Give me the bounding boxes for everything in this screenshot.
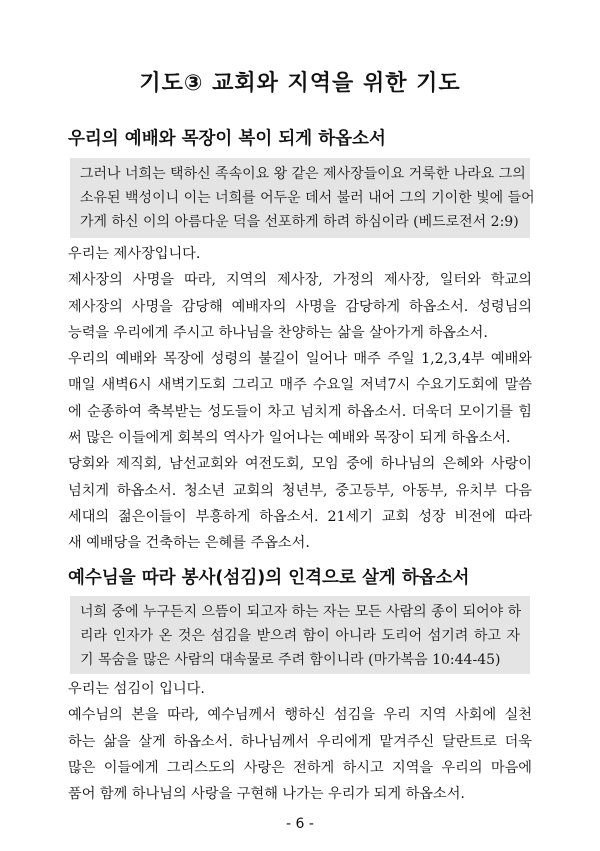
section1-scripture-quote xyxy=(70,158,535,238)
page-number: - 6 - xyxy=(286,816,314,832)
section2-body xyxy=(68,676,532,807)
section1-body xyxy=(68,241,532,557)
body-line: 우리는 제사장입니다. xyxy=(68,246,201,262)
quote-line: 기 목숨을 많은 사람의 대속물로 주려 함이니라 (마가복음 10:44-45) xyxy=(80,652,501,668)
quote-line: 그러나 너희는 택하신 족속이요 왕 같은 제사장들이요 거룩한 나라요 그의 xyxy=(80,166,526,182)
quote-line: 가게 하신 이의 아름다운 덕을 선포하게 하려 하심이라 (베드로전서 2:9) xyxy=(80,214,519,230)
body-line: 예수님의 본을 따라, 예수님께서 행하신 섬김을 우리 지역 사회에 실천 xyxy=(68,707,532,724)
body-line: 우리의 예배와 목장에 성령의 불길이 일어나 매주 주일 1,2,3,4부 예배와 xyxy=(68,351,532,368)
body-line: 제사장의 사명을 따라, 지역의 제사장, 가정의 제사장, 일터와 학교의 xyxy=(68,272,532,289)
body-line: 품어 함께 하나님의 사랑을 구현해 나가는 우리가 되게 하옵소서. xyxy=(68,786,465,803)
body-line: 매일 새벽6시 새벽기도회 그리고 매주 수요일 저녁7시 수요기도회에 말씀 xyxy=(68,377,532,394)
body-line: 에 순종하여 축복받는 성도들이 차고 넘치게 하옵소서. 더욱더 모이기를 힘 xyxy=(68,403,532,420)
quote-line: 소유된 백성이니 이는 너희를 어두운 데서 불러 내어 그의 기이한 빛에 들어 xyxy=(80,190,535,206)
quote-line: 너희 중에 누구든지 으뜸이 되고자 하는 자는 모든 사람의 종이 되어야 하 xyxy=(80,604,522,620)
section2-heading: 예수님을 따라 봉사(섬김)의 인격으로 살게 하옵소서 xyxy=(68,568,470,588)
body-line: 세대의 젊은이들이 부흥하게 하옵소서. 21세기 교회 성장 비전에 따라 xyxy=(68,508,532,525)
body-line: 넘치게 하옵소서. 청소년 교회의 청년부, 중고등부, 아동부, 유치부 다음 xyxy=(68,482,532,499)
body-line: 써 많은 이들에게 회복의 역사가 일어나는 예배와 목장이 되게 하옵소서. xyxy=(68,430,511,447)
section2-scripture-quote xyxy=(70,596,530,674)
body-line: 새 예배당을 건축하는 은혜를 주옵소서. xyxy=(68,535,310,552)
body-line: 능력을 우리에게 주시고 하나님을 찬양하는 삶을 살아가게 하옵소서. xyxy=(68,324,488,341)
body-line: 우리는 섬김이 입니다. xyxy=(68,681,205,697)
body-line: 당회와 제직회, 남선교회와 여전도회, 모임 중에 하나님의 은혜와 사랑이 xyxy=(68,456,532,473)
body-line: 제사장의 사명을 감당해 예배자의 사명을 감당하게 하옵소서. 성령님의 xyxy=(68,298,532,315)
quote-line: 리라 인자가 온 것은 섬김을 받으려 함이 아니라 도리어 섬기려 하고 자 xyxy=(80,628,520,644)
page-title: 기도③ 교회와 지역을 위한 기도 xyxy=(139,71,461,96)
body-line: 많은 이들에게 그리스도의 사랑은 전하게 하시고 지역을 우리의 마음에 xyxy=(68,759,532,776)
section1-heading: 우리의 예배와 목장이 복이 되게 하옵소서 xyxy=(68,129,386,149)
body-line: 하는 삶을 살게 하옵소서. 하나님께서 우리에게 맡겨주신 달란트로 더욱 xyxy=(68,733,532,750)
